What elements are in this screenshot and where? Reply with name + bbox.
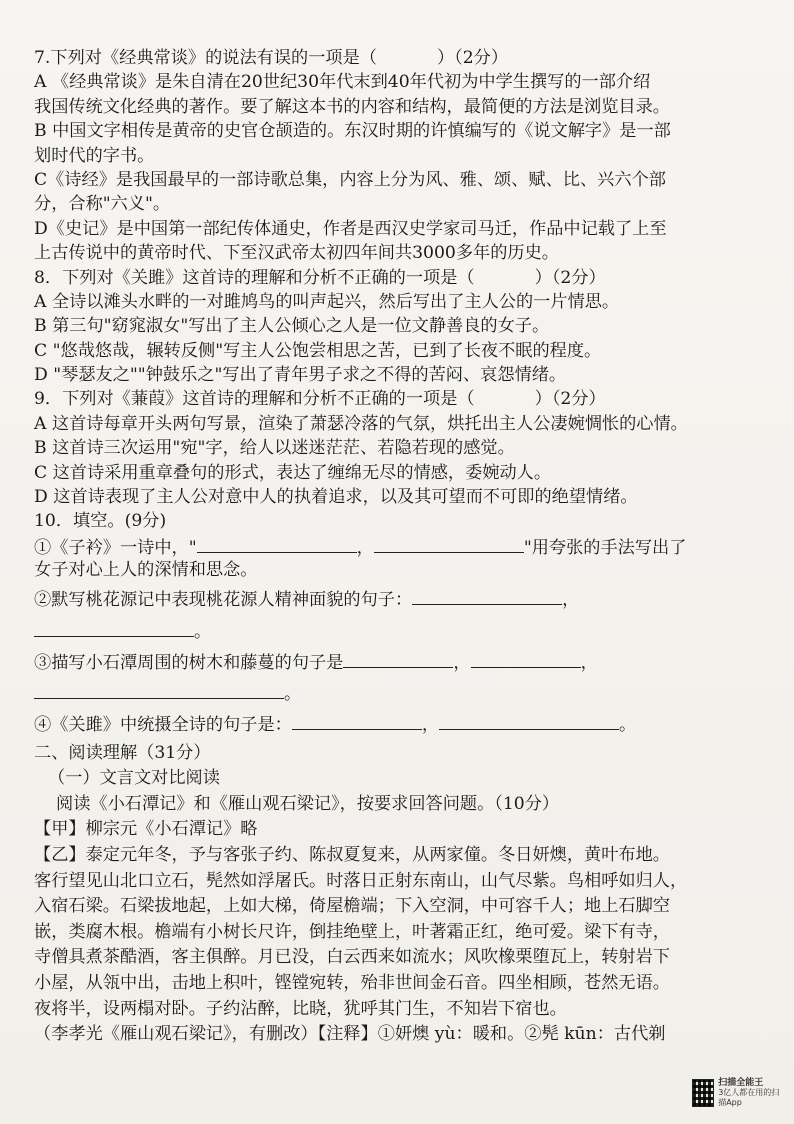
- score-text: ）（2分）: [436, 48, 509, 68]
- reading-line: [34, 869, 774, 895]
- question-stem: [34, 266, 774, 290]
- line-text: C "悠哉悠哉，辗转反侧"写主人公饱尝相思之苦，已到了长夜不眠的程度。: [34, 340, 602, 361]
- watermark-brand: 扫描全能王: [718, 1078, 764, 1088]
- answer-blank[interactable]: [374, 534, 524, 553]
- fill-text: ，: [421, 714, 440, 735]
- line-text: C《诗经》是我国最早的一部诗歌总集，内容上分为风、雅、颂、赋、比、兴六个部: [34, 169, 666, 190]
- fill-text: ②默写桃花源记中表现桃花源人精神面貌的句子：: [34, 589, 413, 610]
- text-line: [34, 485, 774, 509]
- fill-text: "用夸张的手法写出了: [523, 537, 687, 558]
- fill-line-4: [34, 617, 774, 647]
- reading-line: [34, 945, 774, 971]
- text-line: [34, 217, 774, 241]
- fill-line-6: [34, 679, 774, 709]
- reading-line: [34, 971, 774, 997]
- text-line: [34, 168, 774, 192]
- line-text: （李孝光《雁山观石梁记》，有删改）【注释】①妍燠 yù：暖和。②髡 kūn：古代剃: [34, 1024, 666, 1045]
- reading-line: [34, 894, 774, 920]
- fill-text: ，: [453, 652, 471, 673]
- answer-blank[interactable]: [471, 649, 581, 668]
- exam-content: [34, 46, 774, 1048]
- line-text: A 这首诗每章开头两句写景，渲染了萧瑟冷落的气氛，烘托出主人公凄婉惆怅的心情。: [34, 413, 688, 434]
- line-text: 上古传说中的黄帝时代、下至汉武帝太初四年间共3000多年的历史。: [34, 243, 559, 264]
- line-text: 小屋，从瓴中出，击地上积叶，铿镗宛转，殆非世间金石音。四坐相顾，苍然无语。: [34, 972, 670, 993]
- line-text: 夜将半，设两榻对卧。子约沾醉，比晓，犹呼其门生，不知岩下宿也。: [34, 998, 567, 1019]
- section-heading: [34, 741, 774, 767]
- line-text: （一）文言文对比阅读: [48, 768, 220, 789]
- fill-line-7: [34, 709, 774, 741]
- fill-text: ①《子衿》一诗中，": [34, 537, 197, 558]
- answer-blank[interactable]: [412, 586, 562, 605]
- fill-text: ，: [562, 589, 580, 610]
- line-text: 嵌，类腐木根。檐端有小树长尺许，倒挂绝壁上，叶著霜正红，绝可爱。梁下有寺，: [34, 921, 670, 942]
- fill-text: ③描写小石潭周围的树木和藤蔓的句子是: [34, 652, 344, 673]
- fill-line-2: [34, 558, 774, 582]
- question-stem: [34, 46, 774, 70]
- line-text: B 中国文字相传是黄帝的史官仓颉造的。东汉时期的许慎编写的《说文解字》是一部: [34, 121, 671, 142]
- reading-line: [34, 997, 774, 1023]
- fill-text: 。: [284, 683, 302, 704]
- answer-blank[interactable]: [439, 711, 619, 730]
- text-line: [34, 119, 774, 143]
- qr-code-icon: [692, 1079, 714, 1107]
- line-text: 寺僧具煮茶酷酒，客主俱醉。月已没，白云西来如流水；风吹橡栗堕瓦上，转射岩下: [34, 947, 670, 968]
- text-line: [34, 290, 774, 314]
- text-line: [34, 363, 774, 387]
- reading-line: [34, 1022, 774, 1048]
- reading-line: [34, 920, 774, 946]
- line-text: A 《经典常谈》是朱自清在20世纪30年代末到40年代初为中学生撰写的一部介绍: [34, 72, 651, 93]
- line-text: 9．下列对《蒹葭》这首诗的理解和分析不正确的一项是（: [34, 389, 475, 410]
- text-line: [34, 70, 774, 94]
- line-text: 客行望见山北口立石，髡然如浮屠氏。时落日正射东南山，山气尽紫。鸟相呼如归人，: [34, 870, 688, 891]
- line-text: 我国传统文化经典的著作。要了解这本书的内容和结构，最简便的方法是浏览目录。: [34, 96, 670, 117]
- line-text: B 这首诗三次运用"宛"字，给人以迷迷茫茫、若隐若现的感觉。: [34, 438, 515, 459]
- fill-text: 女子对心上人的深情和思念。: [34, 560, 258, 581]
- multiple-choice-section: [34, 46, 774, 534]
- reading-line: [34, 817, 774, 843]
- answer-blank[interactable]: [34, 680, 284, 699]
- fill-line-1: [34, 534, 774, 558]
- fill-text: ，: [356, 537, 374, 558]
- fill-line-5: [34, 647, 774, 679]
- reading-line: [34, 766, 774, 792]
- text-line: [34, 461, 774, 485]
- fill-text: 。: [194, 621, 212, 642]
- reading-line: [34, 843, 774, 869]
- text-line: [34, 509, 774, 533]
- text-line: [34, 339, 774, 363]
- reading-line: [34, 792, 774, 818]
- answer-blank[interactable]: [197, 534, 357, 553]
- line-text: 【乙】泰定元年冬，予与客张子约、陈叔夏复来，从两家僮。冬日妍燠，黄叶布地。: [34, 844, 670, 865]
- watermark-sub: 3亿人都在用的扫描App: [718, 1088, 780, 1107]
- line-text: D《史记》是中国第一部纪传体通史，作者是西汉史学家司马迁，作品中记载了上至: [34, 218, 667, 239]
- text-line: [34, 436, 774, 460]
- answer-blank[interactable]: [292, 711, 422, 730]
- fill-text: ，: [580, 652, 598, 673]
- reading-section: [34, 741, 774, 1048]
- answer-blank[interactable]: [34, 618, 194, 637]
- line-text: D 这首诗表现了主人公对意中人的执着追求，以及其可望而不可即的绝望情绪。: [34, 487, 638, 508]
- answer-blank[interactable]: [343, 649, 453, 668]
- fill-text: 。: [619, 714, 637, 735]
- line-text: C 这首诗采用重章叠句的形式，表达了缠绵无尽的情感，委婉动人。: [34, 462, 552, 483]
- score-text: ）（2分）: [534, 389, 606, 410]
- scanner-watermark: [692, 1078, 784, 1108]
- line-text: 10．填空。(9分): [34, 511, 167, 532]
- line-text: 入宿石梁。石梁拔地起，上如大梯，倚屋檐端；下入空洞，中可容千人；地上石脚空: [34, 896, 670, 917]
- line-text: D "琴瑟友之""钟鼓乐之"写出了青年男子求之不得的苦闷、哀怨情绪。: [34, 365, 567, 386]
- text-line: [34, 241, 774, 265]
- text-line: [34, 95, 774, 119]
- line-text: B 第三句"窈窕淑女"写出了主人公倾心之人是一位文静善良的女子。: [34, 316, 550, 337]
- text-line: [34, 412, 774, 436]
- line-text: A 全诗以滩头水畔的一对雎鸠鸟的叫声起兴，然后写出了主人公的一片情思。: [34, 291, 620, 312]
- line-text: 7.下列对《经典常谈》的说法有误的一项是（: [34, 48, 377, 68]
- line-text: 划时代的字书。: [34, 145, 155, 166]
- text-line: [34, 314, 774, 338]
- fill-text: ④《关雎》中统摄全诗的句子是：: [34, 714, 292, 735]
- line-text: 二、阅读理解（31分）: [34, 742, 211, 763]
- line-text: 【甲】柳宗元《小石潭记》略: [34, 819, 258, 840]
- line-text: 阅读《小石潭记》和《雁山观石梁记》，按要求回答问题。（10分）: [56, 793, 560, 814]
- line-text: 分，合称"六义"。: [34, 194, 171, 215]
- text-line: [34, 144, 774, 168]
- question-stem: [34, 387, 774, 411]
- fill-line-3: [34, 583, 774, 617]
- score-text: ）（2分）: [534, 267, 606, 288]
- line-text: 8．下列对《关雎》这首诗的理解和分析不正确的一项是（: [34, 267, 475, 288]
- text-line: [34, 192, 774, 216]
